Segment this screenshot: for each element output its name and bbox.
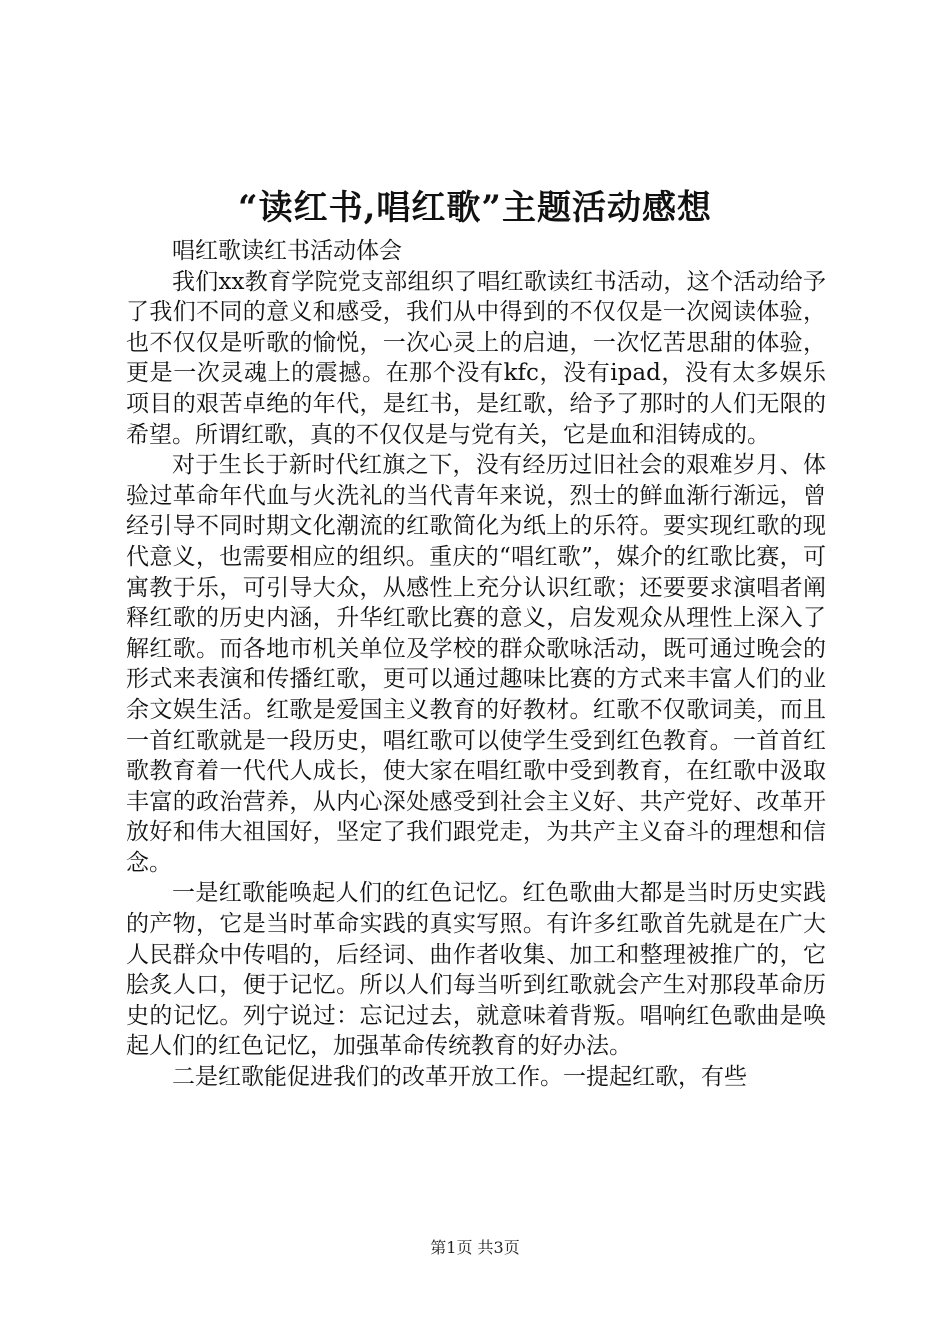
body-paragraph: 对于生长于新时代红旗之下，没有经历过旧社会的艰难岁月、体验过革命年代血与火洗礼的当代青年来说，烈士的鲜血渐行渐远，曾经引导不同时期文化潮流的红歌简化为纸上的乐符。要实现红歌的现代意义，也需要相应的组织。重庆的“唱红歌”，媒介的红歌比赛，可寓教于乐，可引导大众，从感性上充分认识红歌；还要要求演唱者阐释红歌的历史内涵，升华红歌比赛的意义，启发观众从理性上深入了解红歌。而各地市机关单位及学校的群众歌咏活动，既可通过晚会的形式来表演和传播红歌，更可以通过趣味比赛的方式来丰富人们的业余文娱生活。红歌是爱国主义教育的好教材。红歌不仅歌词美，而且一首红歌就是一段历史，唱红歌可以使学生受到红色教育。一首首红歌教育着一代代人成长，使大家在唱红歌中受到教育，在红歌中汲取丰富的政治营养，从内心深处感受到社会主义好、共产党好、改革开放好和伟大祖国好，坚定了我们跟党走，为共产主义奋斗的理想和信念。 (126, 452, 826, 876)
body-paragraph: 我们xx教育学院党支部组织了唱红歌读红书活动，这个活动给予了我们不同的意义和感受，我们从中得到的不仅仅是一次阅读体验，也不仅仅是听歌的愉悦，一次心灵上的启迪，一次忆苦思甜的体验，更是一次灵魂上的震撼。在那个没有kfc，没有ipad，没有太多娱乐项目的艰苦卓绝的年代，是红书，是红歌，给予了那时的人们无限的希望。所谓红歌，真的不仅仅是与党有关，它是血和泪铸成的。 (126, 268, 826, 448)
subtitle-paragraph: 唱红歌读红书活动体会 (172, 238, 402, 264)
page-footer: 第1页 共3页 (430, 1238, 520, 1257)
document-body (126, 236, 826, 1093)
body-paragraph: 二是红歌能促进我们的改革开放工作。一提起红歌，有些 (172, 1064, 747, 1091)
body-paragraph: 一是红歌能唤起人们的红色记忆。红色歌曲大都是当时历史实践的产物，它是当时革命实践的真实写照。有许多红歌首先就是在广大人民群众中传唱的，后经词、曲作者收集、加工和整理被推广的，它脍炙人口，便于记忆。所以人们每当听到红歌就会产生对那段革命历史的记忆。列宁说过：忘记过去，就意味着背叛。唱响红色歌曲是唤起人们的红色记忆，加强革命传统教育的好办法。 (126, 880, 826, 1060)
document-title: “读红书,唱红歌”主题活动感想 (238, 188, 712, 228)
